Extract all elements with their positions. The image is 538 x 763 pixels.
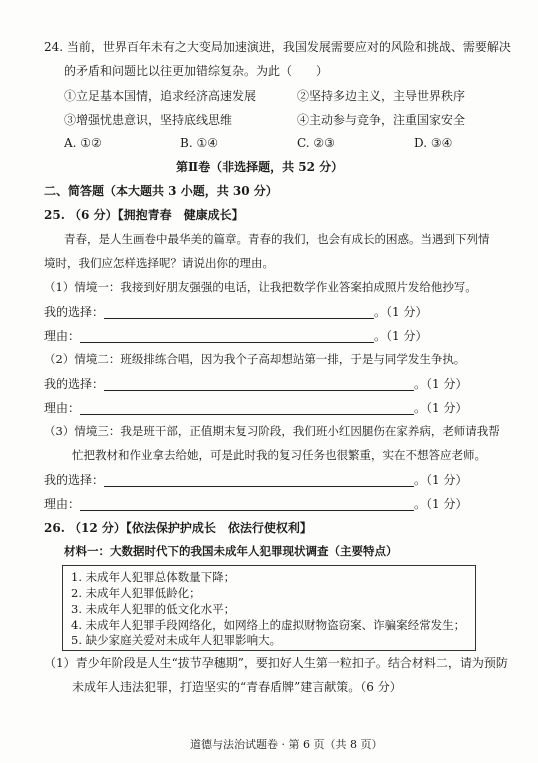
q24-option-1: ①立足基本国情，追求经济高速发展 — [64, 89, 257, 103]
q25-situation-3-line2: 忙把教材和作业拿去给她，可是此时我的复习任务也很繁重，实在不想答应老师。 — [72, 448, 486, 462]
answer-line[interactable] — [80, 330, 374, 343]
score-note: 。（1 分） — [414, 401, 468, 415]
q24-choice-b: B. ①④ — [180, 136, 218, 150]
q25-intro-line1: 青春，是人生画卷中最华美的篇章。青春的我们，也会有成长的困惑。当遇到下列情 — [64, 232, 490, 246]
part2-title: 第Ⅱ卷（非选择题，共 52 分） — [176, 160, 344, 174]
q26-title: 26. （12 分）【依法保护护成长 依法行使权利】 — [44, 521, 312, 535]
choice-label: 我的选择： — [44, 473, 105, 487]
answer-line[interactable] — [80, 498, 414, 511]
reason-label: 理由： — [44, 497, 81, 511]
page-footer: 道德与法治试题卷 · 第 6 页（共 8 页） — [190, 738, 383, 751]
choice-label: 我的选择： — [44, 305, 105, 319]
q25-situation-3-line1: （3）情境三：我是班干部，正值期末复习阶段，我们班小红因腿伤在家养病，老师请我帮 — [44, 424, 500, 438]
q25-situation-2: （2）情境二：班级排练合唱，因为我个子高却想站第一排，于是与同学发生争执。 — [44, 352, 466, 366]
score-note: 。（1 分） — [374, 305, 428, 319]
material-item: 4. 未成年人犯罪手段网络化，如网络上的虚拟财物盗窃案、诈骗案经常发生； — [71, 618, 466, 632]
section2-heading: 二、简答题（本大题共 3 小题，共 30 分） — [44, 184, 278, 198]
material-item: 1. 未成年人犯罪总体数量下降； — [71, 570, 236, 584]
answer-line[interactable] — [104, 474, 414, 487]
q26-material1: 材料一：大数据时代下的我国未成年人犯罪现状调查（主要特点） — [64, 544, 398, 558]
score-note: 。（1 分） — [414, 377, 468, 391]
score-note: 。（1 分） — [414, 497, 468, 511]
q25-situation-1: （1）情境一：我接到好朋友强强的电话，让我把数学作业答案拍成照片发给他抄写。 — [44, 280, 477, 294]
choice-label: 我的选择： — [44, 377, 105, 391]
material-table — [62, 565, 476, 651]
answer-line[interactable] — [104, 306, 374, 319]
q25-title: 25. （6 分）【拥抱青春 健康成长】 — [44, 208, 244, 222]
reason-label: 理由： — [44, 401, 81, 415]
q26-sub1-line2: 未成年人违法犯罪，打造坚实的“青春盾牌”建言献策。（6 分） — [72, 680, 402, 694]
score-note: 。（1 分） — [414, 473, 468, 487]
q25-s3-reason-row — [44, 497, 467, 511]
material-item: 3. 未成年人犯罪的低文化水平； — [71, 602, 236, 616]
q25-intro-line2: 境时，我们应怎样选择呢？请说出你的理由。 — [44, 256, 274, 270]
q25-s1-choice-row — [44, 305, 427, 319]
q24-choice-c: C. ②③ — [297, 136, 335, 150]
q24-choice-d: D. ③④ — [414, 136, 453, 150]
q24-option-4: ④主动参与竞争，注重国家安全 — [297, 113, 466, 127]
answer-line[interactable] — [80, 402, 414, 415]
q25-s1-reason-row — [44, 329, 427, 343]
q25-s3-choice-row — [44, 473, 467, 487]
q24-choice-a: A. ①② — [64, 136, 102, 150]
q24-stem-line1: 24. 当前，世界百年未有之大变局加速演进，我国发展需要应对的风险和挑战、需要解决 — [44, 40, 511, 54]
q26-sub1-line1: （1）青少年阶段是人生“拔节孕穗期”，要扣好人生第一粒扣子。结合材料二，请为预防 — [44, 656, 508, 670]
q24-stem-line2: 的矛盾和问题比以往更加错综复杂。为此（ ） — [64, 64, 329, 78]
material-item: 2. 未成年人犯罪低龄化； — [71, 586, 201, 600]
q24-option-2: ②坚持多边主义，主导世界秩序 — [297, 89, 466, 103]
score-note: 。（1 分） — [374, 329, 428, 343]
material-item: 5. 缺少家庭关爱对未成年人犯罪影响大。 — [71, 633, 282, 647]
q25-s2-choice-row — [44, 377, 467, 391]
q25-s2-reason-row — [44, 401, 467, 415]
answer-line[interactable] — [104, 378, 414, 391]
q24-option-3: ③增强忧患意识，坚持底线思维 — [64, 113, 233, 127]
reason-label: 理由： — [44, 329, 81, 343]
